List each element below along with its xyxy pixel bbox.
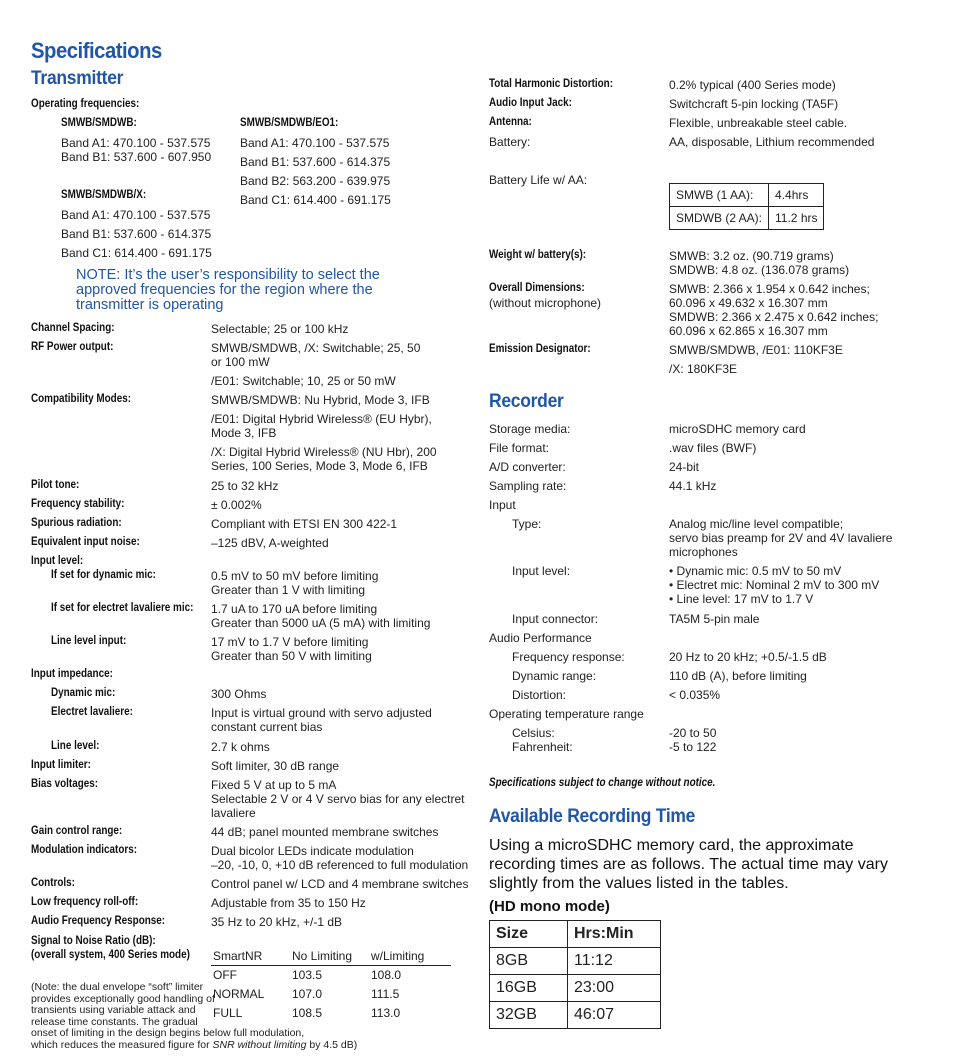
band-line: Band B1: 537.600 - 614.375 (240, 155, 391, 169)
spec-value: Input is virtual ground with servo adjusted constant current bias (211, 706, 432, 734)
spec-label: If set for dynamic mic: (51, 569, 156, 581)
spec-value: Selectable; 25 or 100 kHz (211, 322, 349, 336)
spec-label: Audio Input Jack: (489, 97, 572, 109)
spec-value: 24-bit (669, 460, 700, 474)
spec-value: -5 to 122 (669, 740, 717, 754)
spec-label: Pilot tone: (31, 479, 80, 491)
spec-label: RF Power output: (31, 341, 114, 353)
spec-value: /E01: Switchable; 10, 25 or 50 mW (211, 374, 396, 388)
spec-value: 25 to 32 kHz (211, 479, 279, 493)
band-group-title: SMWB/SMDWB: (61, 117, 137, 129)
section-heading-transmitter: Transmitter (31, 68, 124, 89)
spec-sublabel: (without microphone) (489, 296, 602, 310)
spec-value: SMWB/SMDWB, /E01: 110KF3E (669, 343, 843, 357)
spec-label: Total Harmonic Distortion: (489, 78, 614, 90)
band-line: Band A1: 470.100 - 537.575 (61, 136, 211, 150)
spec-label: Electret lavaliere: (51, 706, 133, 718)
spec-value: SMWB/SMDWB: Nu Hybrid, Mode 3, IFB (211, 393, 430, 407)
band-line: Band C1: 614.400 - 691.175 (240, 193, 391, 207)
band-line: Band B2: 563.200 - 639.975 (240, 174, 391, 188)
table-cell: 23:00 (568, 975, 661, 1002)
spec-value: /X: 180KF3E (669, 362, 738, 376)
spec-label: Frequency response: (512, 650, 625, 664)
spec-value: –125 dBV, A-weighted (211, 536, 329, 550)
operating-frequencies-label: Operating frequencies: (31, 98, 140, 110)
spec-value: Flexible, unbreakable steel cable. (669, 116, 848, 130)
table-cell: 108.5 (292, 1006, 323, 1020)
spec-label: Line level input: (51, 635, 127, 647)
spec-label: Input impedance: (31, 668, 113, 680)
table-cell: 46:07 (568, 1002, 661, 1029)
spec-label: Storage media: (489, 422, 571, 436)
spec-label: Overall Dimensions: (489, 282, 585, 294)
spec-label: Dynamic range: (512, 669, 597, 683)
table-cell: 113.0 (371, 1006, 401, 1020)
recording-time-intro: Using a microSDHC memory card, the approximate recording times are as follows. The actual time may vary slightly from the values listed in the tables. (489, 837, 888, 892)
table-header: No Limiting (292, 949, 353, 963)
spec-label: Gain control range: (31, 825, 123, 837)
table-cell: 16GB (490, 975, 568, 1002)
band-line: Band C1: 614.400 - 691.175 (61, 246, 212, 260)
table-row (490, 1002, 661, 1029)
band-group-title: SMWB/SMDWB/X: (61, 189, 147, 201)
spec-label: Input level: (31, 555, 84, 567)
spec-value: -20 to 50 (669, 726, 717, 740)
spec-value: 17 mV to 1.7 V before limiting Greater than 50 V with limiting (211, 635, 372, 663)
recording-mode-label: (HD mono mode) (489, 898, 610, 915)
spec-label: Weight w/ battery(s): (489, 249, 587, 261)
spec-value: Adjustable from 35 to 150 Hz (211, 896, 366, 910)
table-cell: 11:12 (568, 948, 661, 975)
spec-value: 0.2% typical (400 Series mode) (669, 78, 836, 92)
spec-label: Type: (512, 517, 542, 531)
table-cell: 107.0 (292, 987, 323, 1001)
spec-value: Soft limiter, 30 dB range (211, 759, 340, 773)
table-cell: 32GB (490, 1002, 568, 1029)
spec-label: Line level: (51, 740, 100, 752)
spec-label: Low frequency roll-off: (31, 896, 139, 908)
spec-notice: Specifications subject to change without notice. (489, 777, 716, 789)
spec-value: < 0.035% (669, 688, 721, 702)
snr-label: Signal to Noise Ratio (dB): (overall system, 400 Series mode) (31, 935, 190, 961)
band-line: Band A1: 470.100 - 537.575 (240, 136, 390, 150)
spec-value: 110 dB (A), before limiting (669, 669, 807, 683)
spec-value: .wav files (BWF) (669, 441, 757, 455)
spec-label: Audio Performance (489, 631, 592, 645)
spec-label: Dynamic mic: (51, 687, 116, 699)
spec-label: Fahrenheit: (512, 740, 573, 754)
table-header: Hrs:Min (568, 921, 661, 948)
spec-label: A/D converter: (489, 460, 566, 474)
spec-label: Compatibility Modes: (31, 393, 132, 405)
spec-value: Analog mic/line level compatible; servo bias preamp for 2V and 4V lavaliere microphones (669, 517, 893, 559)
spec-label: Distortion: (512, 688, 567, 702)
band-line: Band A1: 470.100 - 537.575 (61, 208, 211, 222)
spec-value: 0.5 mV to 50 mV before limiting Greater than 1 V with limiting (211, 569, 379, 597)
spec-value: • Dynamic mic: 0.5 mV to 50 mV • Electret mic: Nominal 2 mV to 300 mV • Line level: 17 mV to 1.7 V (669, 564, 880, 606)
band-group-title: SMWB/SMDWB/EO1: (240, 117, 339, 129)
spec-value: Compliant with ETSI EN 300 422-1 (211, 517, 398, 531)
spec-label: Equivalent input noise: (31, 536, 140, 548)
spec-value: 1.7 uA to 170 uA before limiting Greater than 5000 uA (5 mA) with limiting (211, 602, 431, 630)
spec-value: 2.7 k ohms (211, 740, 270, 754)
table-row (670, 207, 824, 230)
spec-label: Sampling rate: (489, 479, 567, 493)
table-cell: 4.4hrs (769, 184, 824, 207)
spec-value: Switchcraft 5-pin locking (TA5F) (669, 97, 839, 111)
spec-label: Operating temperature range (489, 707, 644, 721)
spec-label: Modulation indicators: (31, 844, 138, 856)
table-cell: FULL (213, 1006, 243, 1020)
table-header: SmartNR (213, 949, 263, 963)
spec-label: Channel Spacing: (31, 322, 115, 334)
spec-value: 44.1 kHz (669, 479, 717, 493)
spec-value: 44 dB; panel mounted membrane switches (211, 825, 439, 839)
spec-label: Antenna: (489, 116, 532, 128)
spec-value: Control panel w/ LCD and 4 membrane switches (211, 877, 469, 891)
spec-label: Input level: (512, 564, 571, 578)
table-row (490, 948, 661, 975)
table-row (490, 975, 661, 1002)
spec-value: /E01: Digital Hybrid Wireless® (EU Hybr), Mode 3, IFB (211, 412, 432, 440)
battery-life-table (669, 183, 824, 230)
section-heading-recorder: Recorder (489, 391, 564, 412)
table-cell: 108.0 (371, 968, 402, 982)
table-row (490, 921, 661, 948)
snr-note: (Note: the dual envelope “soft” limiter provides exceptionally good handling of transients using variable attack and release time constants. The gradual onset of limiting in the design begins below full modulation, which reduces the measured figure for SNR without limiting by 4.5 dB) (31, 981, 358, 1051)
table-cell: SMDWB (2 AA): (670, 207, 769, 230)
spec-label: Celsius: (512, 726, 555, 740)
spec-value: SMWB: 3.2 oz. (90.719 grams) SMDWB: 4.8 oz. (136.078 grams) (669, 249, 850, 277)
spec-value: /X: Digital Hybrid Wireless® (NU Hbr), 200 Series, 100 Series, Mode 3, Mode 6, IFB (211, 445, 437, 473)
table-cell: OFF (213, 968, 237, 982)
spec-value: Dual bicolor LEDs indicate modulation –20, -10, 0, +10 dB referenced to full modulation (211, 844, 469, 872)
spec-value: 35 Hz to 20 kHz, +/-1 dB (211, 915, 343, 929)
spec-value: Fixed 5 V at up to 5 mA Selectable 2 V or 4 V servo bias for any electret lavaliere (211, 778, 465, 820)
spec-label: Controls: (31, 877, 75, 889)
spec-value: SMWB/SMDWB, /X: Switchable; 25, 50 or 100 mW (211, 341, 421, 369)
table-cell: 103.5 (292, 968, 323, 982)
table-cell: NORMAL (213, 987, 265, 1001)
recording-time-table (489, 920, 661, 1029)
band-line: Band B1: 537.600 - 614.375 (61, 227, 212, 241)
spec-label: Input connector: (512, 612, 599, 626)
band-line: Band B1: 537.600 - 607.950 (61, 150, 212, 164)
spec-label: Input (489, 498, 516, 512)
spec-value: microSDHC memory card (669, 422, 806, 436)
frequency-note: NOTE: It’s the user’s responsibility to select the approved frequencies for the region where the transmitter is operating (76, 267, 380, 313)
spec-value: ± 0.002% (211, 498, 262, 512)
spec-label: Input limiter: (31, 759, 91, 771)
spec-label: Bias voltages: (31, 778, 99, 790)
table-header: Size (490, 921, 568, 948)
spec-label: Spurious radiation: (31, 517, 122, 529)
table-row (670, 184, 824, 207)
spec-label: If set for electret lavaliere mic: (51, 602, 194, 614)
section-heading-recording-time: Available Recording Time (489, 806, 696, 827)
table-cell: 11.2 hrs (769, 207, 824, 230)
spec-label: File format: (489, 441, 550, 455)
spec-label: Battery: (489, 135, 531, 149)
spec-value: SMWB: 2.366 x 1.954 x 0.642 inches; 60.096 x 49.632 x 16.307 mm SMDWB: 2.366 x 2.475 x 0.642 inches; 60.096 x 62.865 x 16.307 mm (669, 282, 879, 338)
table-rule (211, 965, 451, 966)
table-cell: SMWB (1 AA): (670, 184, 769, 207)
table-header: w/Limiting (371, 949, 425, 963)
battery-life-label: Battery Life w/ AA: (489, 173, 588, 187)
spec-label: Frequency stability: (31, 498, 125, 510)
spec-value: TA5M 5-pin male (669, 612, 760, 626)
spec-value: 300 Ohms (211, 687, 267, 701)
spec-value: AA, disposable, Lithium recommended (669, 135, 875, 149)
spec-label: Emission Designator: (489, 343, 591, 355)
table-cell: 8GB (490, 948, 568, 975)
spec-value: 20 Hz to 20 kHz; +0.5/-1.5 dB (669, 650, 827, 664)
table-cell: 111.5 (371, 987, 400, 1001)
spec-label: Audio Frequency Response: (31, 915, 166, 927)
page-title: Specifications (31, 38, 162, 63)
